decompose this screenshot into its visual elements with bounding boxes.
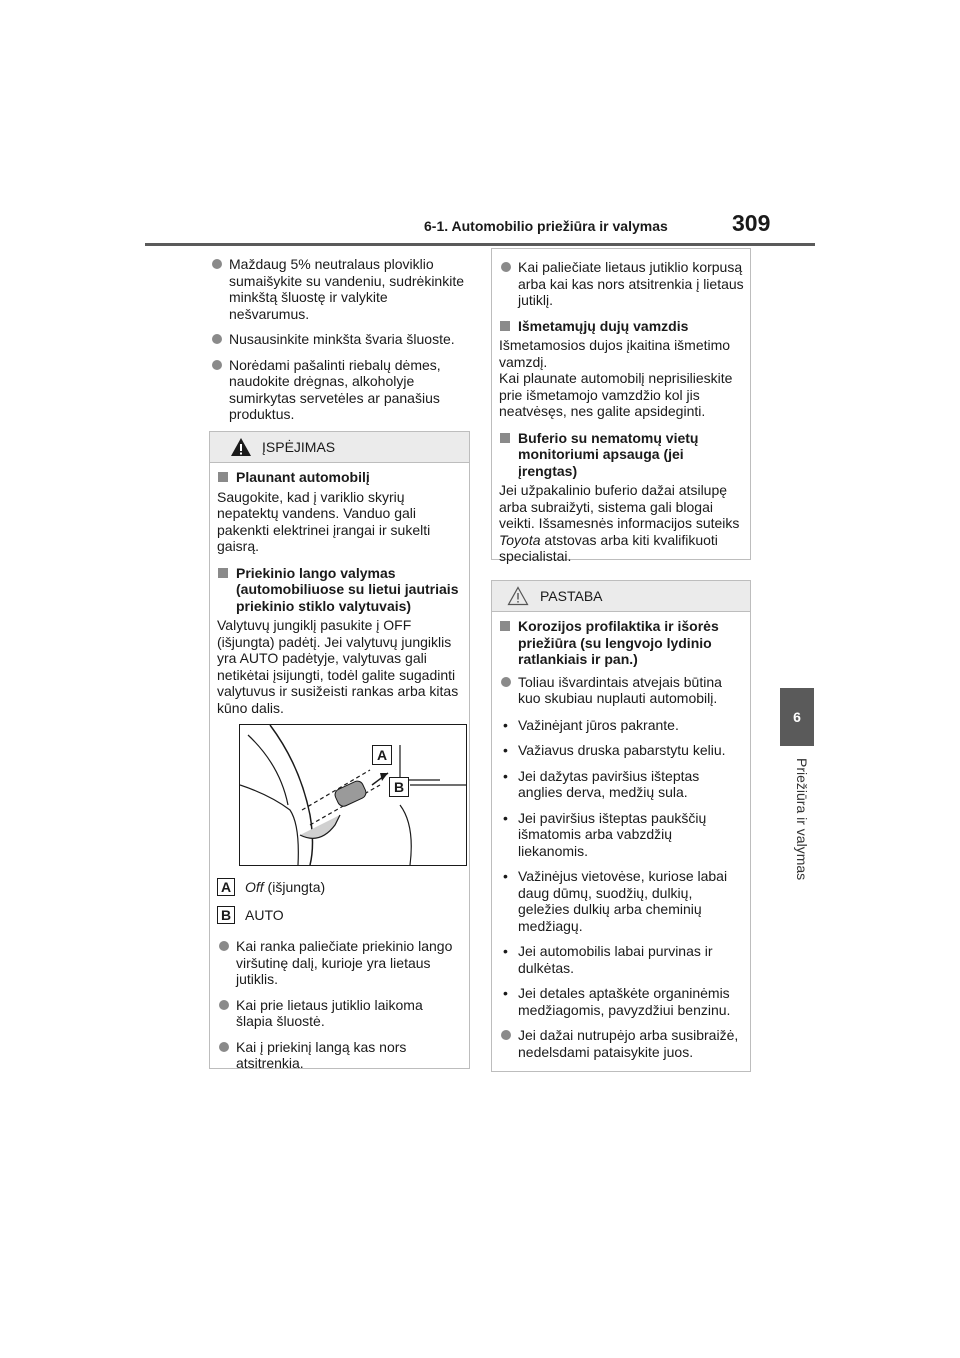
label-b-badge: B <box>217 906 235 924</box>
warning-header <box>210 432 469 463</box>
caution-outline-icon <box>507 586 529 606</box>
list-item: • Važiavus druska pabarstytu keliu. <box>499 742 744 759</box>
header-rule <box>145 243 815 246</box>
page-number: 309 <box>732 210 771 236</box>
section-heading: Korozijos profilaktika ir išorės priežiūra (su lengvojo lydinio ratlankiais ir pan.) <box>499 618 744 668</box>
label-b-text: AUTO <box>245 906 284 923</box>
label-row-a <box>217 878 463 896</box>
section-title: 6-1. Automobilio priežiūra ir valymas <box>424 218 668 234</box>
list-item: • Jei paviršius išteptas paukščių išmatomis arba vabzdžių liekanomis. <box>499 810 744 860</box>
warning-title: ĮSPĖJIMAS <box>262 439 336 455</box>
list-item: • Važinėjant jūros pakrante. <box>499 717 744 734</box>
left-intro <box>210 256 468 432</box>
label-a-badge: A <box>217 878 235 896</box>
list-item: Norėdami pašalinti riebalų dėmes, naudokite drėgnas, alkoholyje sumirkytas servetėles ar panašius produktus. <box>210 357 468 423</box>
warning-body <box>210 463 469 1085</box>
note-title: PASTABA <box>540 588 603 604</box>
list-item: • Jei dažytas paviršius išteptas anglies derva, medžių sula. <box>499 768 744 801</box>
section-heading: Išmetamųjų dujų vamzdis <box>499 318 744 335</box>
illustration-label-b: B <box>389 777 409 797</box>
list-item: Maždaug 5% neutralaus ploviklio sumaišykite su vandeniu, sudrėkinkite minkštą šluostę ir valykite nešvarumus. <box>210 256 468 322</box>
wiper-lever-icon <box>240 725 466 865</box>
warning-continued-box <box>491 248 751 564</box>
section-heading: Priekinio lango valymas (automobiliuose su lietui jautriais priekinio stiklo valytuvais) <box>217 565 463 615</box>
label-a-text: Off (išjungta) <box>245 878 326 895</box>
section-text: Saugokite, kad į variklio skyrių nepatektų vandens. Vanduo gali pakenkti elektrinei įrangai ir sukelti gaisrą. <box>217 488 431 554</box>
list-item: Kai į priekinį langą kas nors atsitrenkia. <box>217 1039 463 1072</box>
list-item: Kai ranka paliečiate priekinio lango viršutinę dalį, kurioje yra lietaus jutiklis. <box>217 938 463 988</box>
wiper-switch-illustration <box>239 724 467 866</box>
list-item: Nusausinkite minkšta švaria šluoste. <box>210 331 468 348</box>
note-body <box>492 612 750 1073</box>
list-item: • Jei detales aptaškėte organinėmis medžiagomis, pavyzdžiui benzinu. <box>499 985 744 1018</box>
section-text: Jei užpakalinio buferio dažai atsilupę arba subraižyti, sistema gali blogai veikti. Išsamesnės informacijos suteiks Toyota atstovas arba kiti kvalifikuoti specialistai. <box>499 482 740 564</box>
section-heading: Plaunant automobilį <box>217 469 463 486</box>
warning-box <box>209 431 470 1069</box>
section-text: Išmetamosios dujos įkaitina išmetimo vamzdį. <box>499 337 731 370</box>
section-text: Kai plaunate automobilį neprisilieskite prie išmetamojo vamzdžio kol jis neatvėsęs, nes galite apsideginti. <box>499 370 733 419</box>
section-text: Valytuvų jungiklį pasukite į OFF (išjungta) padėtį. Jei valytuvų jungiklis yra AUTO padėtyje, valytuvas gali netikėtai įsijungti, todėl galite sugadinti valytuvus ir susižeisti rankas arba kitas kūno dalis. <box>217 617 459 716</box>
note-box <box>491 580 751 1072</box>
label-row-b <box>217 906 463 924</box>
warning-triangle-icon <box>230 437 252 457</box>
illustration-label-a: A <box>372 745 392 765</box>
chapter-tab-label: Priežiūra ir valymas <box>794 758 810 881</box>
section-heading: Buferio su nematomų vietų monitoriumi apsauga (jei įrengtas) <box>499 430 744 480</box>
list-item: Jei dažai nutrupėjo arba susibraižė, nedelsdami pataisykite juos. <box>499 1027 744 1060</box>
list-item: Kai paliečiate lietaus jutiklio korpusą arba kai kas nors atsitrenkia į lietaus jutiklį. <box>499 259 744 309</box>
note-header <box>492 581 750 612</box>
list-item: • Jei automobilis labai purvinas ir dulkėtas. <box>499 943 744 976</box>
list-item: • Važinėjus vietovėse, kuriose labai daug dūmų, suodžių, dulkių, geležies dulkių arba cheminių medžiagų. <box>499 868 744 934</box>
chapter-tab: 6 <box>780 688 814 746</box>
list-item: Toliau išvardintais atvejais būtina kuo skubiau nuplauti automobilį. <box>499 674 744 707</box>
list-item: Kai prie lietaus jutiklio laikoma šlapia šluostė. <box>217 997 463 1030</box>
